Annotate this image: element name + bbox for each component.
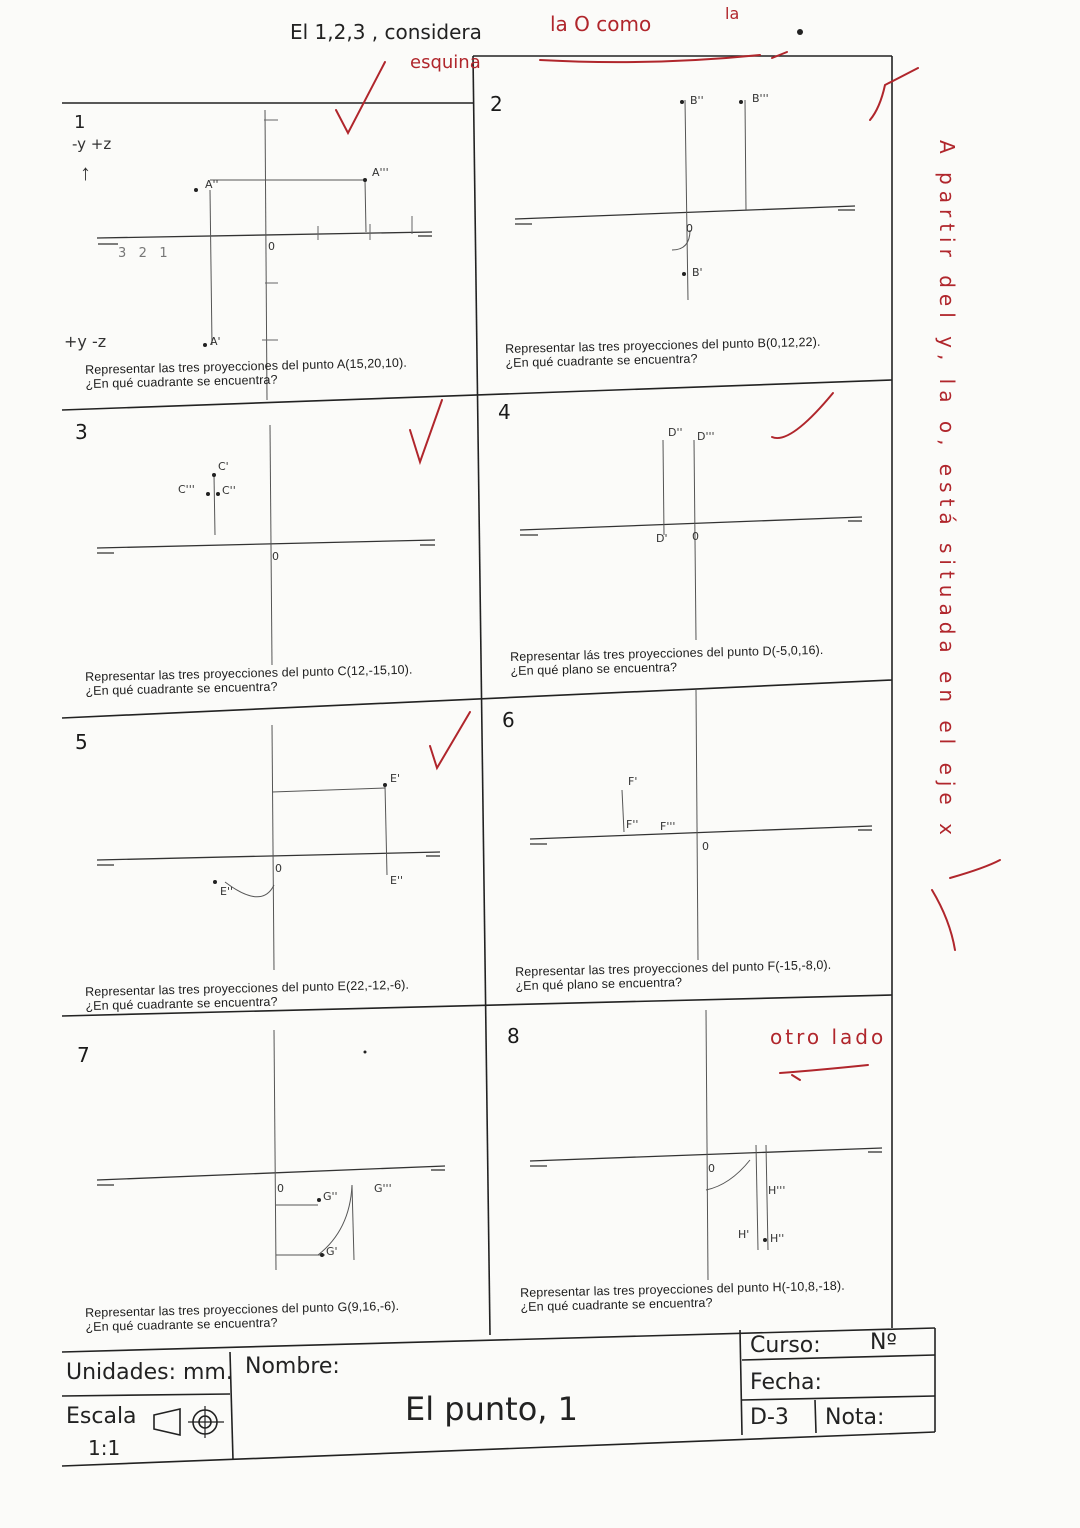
origin-label-8: 0 xyxy=(708,1162,715,1175)
projection-symbol-icon xyxy=(150,1405,230,1443)
question-4-text: Representar lás tres proyecciones del punto D(-5,0,16). xyxy=(510,642,824,664)
point-e2a: E'' xyxy=(390,874,403,887)
point-f1: F' xyxy=(628,775,638,788)
question-7-text: Representar las tres proyecciones del punto G(9,16,-6). xyxy=(85,1298,400,1320)
exercise-number-3: 3 xyxy=(75,420,88,444)
grade-label: Nota: xyxy=(825,1405,885,1430)
point-h1: H' xyxy=(738,1228,750,1241)
point-d3: D''' xyxy=(697,430,715,443)
axis-note-bottom: +y -z xyxy=(64,332,107,351)
point-c2: C'' xyxy=(222,484,236,497)
point-g2: G'' xyxy=(323,1190,338,1203)
question-8-sub: ¿En qué cuadrante se encuentra? xyxy=(520,1295,713,1314)
point-a3: A''' xyxy=(372,166,389,179)
axis-note-numbers: 3 2 1 xyxy=(118,246,168,261)
point-f3: F''' xyxy=(660,820,676,833)
point-e1: E' xyxy=(390,772,400,785)
top-note-3: la xyxy=(725,4,740,23)
question-5-sub: ¿En qué cuadrante se encuentra? xyxy=(85,994,278,1013)
question-6-text: Representar las tres proyecciones del punto F(-15,-8,0). xyxy=(515,957,832,979)
origin-label-2: 0 xyxy=(686,222,693,235)
arrow-up-icon: ↑ xyxy=(80,160,91,185)
origin-label-4: 0 xyxy=(692,530,699,543)
point-f2: F'' xyxy=(626,818,639,831)
date-label: Fecha: xyxy=(750,1370,822,1395)
point-d2: D'' xyxy=(668,426,683,439)
question-3-sub: ¿En qué cuadrante se encuentra? xyxy=(85,679,278,698)
name-label: Nombre: xyxy=(245,1354,340,1379)
question-5-text: Representar las tres proyecciones del punto E(22,-12,-6). xyxy=(85,977,410,999)
point-d1: D' xyxy=(656,532,668,545)
question-7-sub: ¿En qué cuadrante se encuentra? xyxy=(85,1315,278,1334)
axis-note-one: 1 xyxy=(74,112,86,133)
exercise-number-4: 4 xyxy=(498,400,511,424)
point-g3: G''' xyxy=(374,1182,392,1195)
exercise-number-7: 7 xyxy=(77,1043,90,1067)
sheet-code: D-3 xyxy=(750,1405,789,1430)
question-2-text: Representar las tres proyecciones del punto B(0,12,22). xyxy=(505,334,821,356)
question-6-sub: ¿En qué plano se encuentra? xyxy=(515,975,683,993)
top-note-4: esquina xyxy=(410,52,481,73)
question-3-text: Representar las tres proyecciones del punto C(12,-15,10). xyxy=(85,662,413,684)
question-8-text: Representar las tres proyecciones del punto H(-10,8,-18). xyxy=(520,1278,845,1300)
point-h2: H'' xyxy=(770,1232,785,1245)
point-g1: G' xyxy=(326,1245,338,1258)
side-note: A partir del y, la o, está situada en el eje x xyxy=(935,140,959,841)
exercise-number-6: 6 xyxy=(502,708,515,732)
origin-label-6: 0 xyxy=(702,840,709,853)
question-1-text: Representar las tres proyecciones del punto A(15,20,10). xyxy=(85,355,408,377)
drawing-title: El punto, 1 xyxy=(405,1390,578,1428)
question-4-sub: ¿En qué plano se encuentra? xyxy=(510,660,678,678)
units-label: Unidades: mm. xyxy=(66,1360,233,1385)
exercise-number-2: 2 xyxy=(490,92,503,116)
otro-lado-note: otro lado xyxy=(770,1025,887,1049)
number-label: Nº xyxy=(870,1330,897,1355)
exercise-number-8: 8 xyxy=(507,1024,520,1048)
point-c1: C' xyxy=(218,460,229,473)
axis-note-top: -y +z xyxy=(72,135,112,153)
question-1-sub: ¿En qué cuadrante se encuentra? xyxy=(85,372,278,391)
point-b3: B''' xyxy=(752,92,769,105)
course-label: Curso: xyxy=(750,1333,821,1358)
origin-label-1: 0 xyxy=(268,240,275,253)
origin-label-7: 0 xyxy=(277,1182,284,1195)
top-note-2: la O como xyxy=(550,12,652,36)
point-b2: B'' xyxy=(690,94,704,107)
scale-value: 1:1 xyxy=(88,1436,121,1460)
point-c3: C''' xyxy=(178,483,195,496)
scale-label: Escala xyxy=(66,1404,137,1429)
point-a1: A' xyxy=(210,335,221,348)
question-2-sub: ¿En qué cuadrante se encuentra? xyxy=(505,351,698,370)
point-e2b: E'' xyxy=(220,885,233,898)
origin-label-5: 0 xyxy=(275,862,282,875)
origin-label-3: 0 xyxy=(272,550,279,563)
point-b1: B' xyxy=(692,266,703,279)
point-h3: H''' xyxy=(768,1184,786,1197)
top-note-1: El 1,2,3 , considera xyxy=(290,20,482,44)
point-a2: A'' xyxy=(205,178,219,191)
exercise-number-5: 5 xyxy=(75,730,88,754)
